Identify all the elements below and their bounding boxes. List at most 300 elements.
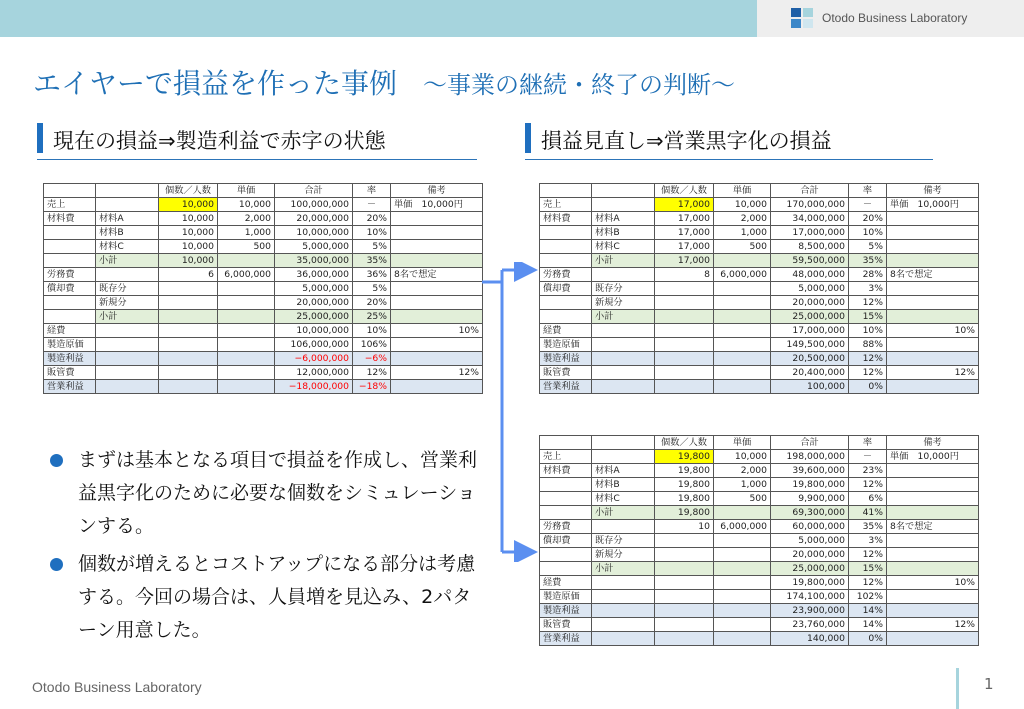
table-cell: 6,000,000: [714, 268, 771, 282]
table-cell: 35%: [353, 254, 391, 268]
pl-table-pattern-1: [539, 183, 979, 394]
table-cell: [655, 296, 714, 310]
header-cell: 備考: [887, 436, 979, 450]
table-row: [540, 338, 979, 352]
table-cell: 17,000: [655, 212, 714, 226]
table-cell: 10,000: [714, 198, 771, 212]
table-cell: 12%: [849, 366, 887, 380]
table-cell: 1,000: [218, 226, 275, 240]
table-cell: 1,000: [714, 226, 771, 240]
table-cell: 19,800: [655, 506, 714, 520]
table-cell: 2,000: [714, 464, 771, 478]
table-cell: [592, 618, 655, 632]
table-cell: [714, 618, 771, 632]
table-row: [44, 366, 483, 380]
table-cell: [714, 562, 771, 576]
table-cell: 6,000,000: [714, 520, 771, 534]
table-cell: －: [849, 198, 887, 212]
table-cell: [714, 506, 771, 520]
table-row: [44, 296, 483, 310]
table-cell: [96, 366, 159, 380]
table-cell: 19,800,000: [771, 478, 849, 492]
table-cell: [540, 548, 592, 562]
table-cell: [159, 380, 218, 394]
table-cell: [540, 310, 592, 324]
header-cell: 率: [849, 184, 887, 198]
table-cell: [218, 338, 275, 352]
table-row: [540, 380, 979, 394]
section-bar: [525, 123, 531, 153]
table-cell: 労務費: [44, 268, 96, 282]
table-cell: 売上: [44, 198, 96, 212]
table-cell: 20,000,000: [275, 212, 353, 226]
table-row: [44, 282, 483, 296]
table-cell: 12%: [849, 296, 887, 310]
table-cell: [391, 282, 483, 296]
table-cell: 12%: [849, 576, 887, 590]
table-cell: 5%: [353, 240, 391, 254]
table-cell: 19,800: [655, 464, 714, 478]
table-cell: [655, 618, 714, 632]
table-cell: [714, 604, 771, 618]
table-cell: [391, 240, 483, 254]
table-cell: [218, 296, 275, 310]
table-cell: 36,000,000: [275, 268, 353, 282]
table-cell: 単価 10,000円: [391, 198, 483, 212]
header-cell: [592, 436, 655, 450]
table-cell: 8名で想定: [887, 520, 979, 534]
bullet-dot-icon: [50, 454, 63, 467]
table-cell: [592, 604, 655, 618]
header-cell: 個数／人数: [159, 184, 218, 198]
table-cell: 20%: [849, 212, 887, 226]
table-cell: 10%: [391, 324, 483, 338]
table-cell: 営業利益: [540, 380, 592, 394]
table-row: [540, 632, 979, 646]
table-cell: 0%: [849, 632, 887, 646]
table-cell: [592, 324, 655, 338]
page-title: [33, 62, 735, 102]
table-cell: [592, 366, 655, 380]
table-cell: [655, 310, 714, 324]
table-cell: [592, 576, 655, 590]
table-row: [540, 562, 979, 576]
table-cell: [887, 240, 979, 254]
table-cell: 9,900,000: [771, 492, 849, 506]
table-cell: 28%: [849, 268, 887, 282]
table-cell: 14%: [849, 618, 887, 632]
table-cell: 19,800: [655, 478, 714, 492]
table-cell: 小計: [592, 310, 655, 324]
table-cell: 小計: [96, 310, 159, 324]
table-cell: 材料B: [592, 226, 655, 240]
table-cell: 5,000,000: [275, 282, 353, 296]
header-cell: 合計: [771, 436, 849, 450]
table-cell: 69,300,000: [771, 506, 849, 520]
table-cell: 新規分: [96, 296, 159, 310]
pl-table-current: [43, 183, 483, 394]
flow-arrow: [480, 262, 542, 562]
table-cell: 材料費: [540, 212, 592, 226]
table-row: [540, 604, 979, 618]
header-cell: 率: [353, 184, 391, 198]
table-cell: [218, 282, 275, 296]
table-cell: 19,800: [655, 450, 714, 464]
header-cell: 備考: [391, 184, 483, 198]
table-cell: －: [353, 198, 391, 212]
table-cell: 10,000: [159, 212, 218, 226]
table-header-row: [44, 184, 483, 198]
table-row: [44, 310, 483, 324]
header-cell: [96, 184, 159, 198]
table-row: [540, 450, 979, 464]
header-cell: [540, 184, 592, 198]
table-cell: [887, 478, 979, 492]
table-cell: 経費: [540, 324, 592, 338]
table-cell: 材料B: [96, 226, 159, 240]
table-cell: －: [849, 450, 887, 464]
table-cell: 2,000: [714, 212, 771, 226]
table-cell: 単価 10,000円: [887, 450, 979, 464]
header-brand: Otodo Business Laboratory: [822, 11, 968, 25]
table-cell: 5%: [353, 282, 391, 296]
header-cell: 単価: [714, 184, 771, 198]
table-cell: 100,000,000: [275, 198, 353, 212]
table-cell: 6%: [849, 492, 887, 506]
table-cell: 小計: [96, 254, 159, 268]
table-cell: 5,000,000: [771, 534, 849, 548]
table-cell: [44, 310, 96, 324]
table-cell: 小計: [592, 254, 655, 268]
table-cell: [540, 254, 592, 268]
table-cell: [218, 380, 275, 394]
table-cell: 10,000: [714, 450, 771, 464]
table-cell: 販管費: [540, 366, 592, 380]
table-cell: 単価 10,000円: [887, 198, 979, 212]
table-cell: [714, 254, 771, 268]
table-cell: 販管費: [44, 366, 96, 380]
table-cell: 23%: [849, 464, 887, 478]
table-cell: [655, 534, 714, 548]
footer-brand: Otodo Business Laboratory: [32, 679, 202, 695]
table-cell: 12%: [353, 366, 391, 380]
table-cell: [714, 548, 771, 562]
table-cell: 12%: [887, 618, 979, 632]
table-cell: 25,000,000: [771, 562, 849, 576]
table-cell: 償却費: [540, 282, 592, 296]
table-cell: 10,000: [159, 198, 218, 212]
table-cell: 製造利益: [540, 352, 592, 366]
table-cell: [391, 212, 483, 226]
table-row: [540, 590, 979, 604]
header-cell: 合計: [275, 184, 353, 198]
table-cell: 12%: [849, 478, 887, 492]
bullet-text: 個数が増えるとコストアップになる部分は考慮する。今回の場合は、人員増を見込み、2パターン用意した。: [78, 553, 476, 641]
table-cell: 17,000: [655, 198, 714, 212]
table-cell: [887, 296, 979, 310]
bullet-item: [44, 444, 484, 543]
table-cell: 19,800: [655, 492, 714, 506]
table-cell: 8: [655, 268, 714, 282]
table-cell: 10: [655, 520, 714, 534]
table-cell: 材料B: [592, 478, 655, 492]
bullet-text: まずは基本となる項目で損益を作成し、営業利益黒字化のために必要な個数をシミュレーションする。: [78, 449, 478, 537]
header-cell: 備考: [887, 184, 979, 198]
table-cell: 0%: [849, 380, 887, 394]
table-cell: 36%: [353, 268, 391, 282]
table-row: [540, 282, 979, 296]
table-cell: [391, 380, 483, 394]
table-cell: 12%: [849, 352, 887, 366]
table-cell: [714, 366, 771, 380]
table-cell: [655, 338, 714, 352]
table-cell: [391, 296, 483, 310]
table-cell: 3%: [849, 534, 887, 548]
table-cell: 材料費: [44, 212, 96, 226]
table-cell: [887, 254, 979, 268]
table-cell: 製造原価: [540, 338, 592, 352]
table-row: [44, 254, 483, 268]
table-cell: 20,500,000: [771, 352, 849, 366]
table-cell: 20,000,000: [771, 548, 849, 562]
table-cell: 1,000: [714, 478, 771, 492]
table-cell: [96, 380, 159, 394]
table-cell: [218, 310, 275, 324]
header-cell: [44, 184, 96, 198]
table-cell: 35%: [849, 520, 887, 534]
table-cell: 17,000: [655, 254, 714, 268]
table-cell: [655, 282, 714, 296]
table-header-row: [540, 184, 979, 198]
pl-table-pattern-2: [539, 435, 979, 646]
table-cell: [887, 604, 979, 618]
table-cell: 労務費: [540, 520, 592, 534]
table-row: [540, 212, 979, 226]
table-cell: 20,000,000: [275, 296, 353, 310]
table-row: [540, 618, 979, 632]
table-cell: [96, 324, 159, 338]
table-row: [540, 366, 979, 380]
table-row: [540, 254, 979, 268]
table-cell: 39,600,000: [771, 464, 849, 478]
page-number: 1: [984, 675, 994, 693]
table-cell: −18,000,000: [275, 380, 353, 394]
table-cell: 6,000,000: [218, 268, 275, 282]
table-cell: 198,000,000: [771, 450, 849, 464]
table-cell: 3%: [849, 282, 887, 296]
table-cell: [714, 324, 771, 338]
table-cell: [714, 590, 771, 604]
table-row: [44, 380, 483, 394]
table-cell: [96, 268, 159, 282]
table-cell: 6: [159, 268, 218, 282]
table-cell: [159, 282, 218, 296]
table-cell: 既存分: [592, 282, 655, 296]
table-cell: [887, 534, 979, 548]
top-banner: [0, 0, 757, 37]
bullet-dot-icon: [50, 558, 63, 571]
table-cell: 10,000,000: [275, 324, 353, 338]
table-cell: [391, 226, 483, 240]
table-cell: −6%: [353, 352, 391, 366]
table-row: [44, 338, 483, 352]
table-cell: [540, 240, 592, 254]
table-cell: [592, 338, 655, 352]
table-cell: 23,900,000: [771, 604, 849, 618]
table-cell: 材料A: [592, 212, 655, 226]
table-row: [540, 520, 979, 534]
table-cell: [540, 562, 592, 576]
table-cell: 20,000,000: [771, 296, 849, 310]
table-cell: 88%: [849, 338, 887, 352]
table-cell: [159, 296, 218, 310]
table-cell: [44, 254, 96, 268]
table-cell: 10%: [849, 324, 887, 338]
page-number-bar: [956, 668, 959, 709]
table-cell: [218, 254, 275, 268]
table-cell: [655, 632, 714, 646]
table-cell: 106,000,000: [275, 338, 353, 352]
table-cell: 14%: [849, 604, 887, 618]
table-cell: 10%: [887, 324, 979, 338]
table-cell: 17,000: [655, 240, 714, 254]
table-cell: 500: [714, 240, 771, 254]
table-cell: [218, 352, 275, 366]
table-cell: [96, 338, 159, 352]
table-cell: [391, 254, 483, 268]
table-cell: [540, 506, 592, 520]
table-cell: 15%: [849, 562, 887, 576]
table-cell: −6,000,000: [275, 352, 353, 366]
table-row: [44, 352, 483, 366]
table-row: [540, 268, 979, 282]
table-cell: 17,000: [655, 226, 714, 240]
table-row: [540, 296, 979, 310]
table-cell: [592, 198, 655, 212]
table-cell: 小計: [592, 506, 655, 520]
table-cell: 500: [218, 240, 275, 254]
table-cell: 23,760,000: [771, 618, 849, 632]
table-row: [540, 534, 979, 548]
table-cell: 償却費: [540, 534, 592, 548]
table-cell: 20%: [353, 296, 391, 310]
section-heading-revised: [525, 123, 933, 160]
table-cell: [655, 576, 714, 590]
table-cell: 10%: [353, 226, 391, 240]
table-cell: 新規分: [592, 548, 655, 562]
table-cell: [714, 632, 771, 646]
table-cell: [887, 492, 979, 506]
table-cell: 41%: [849, 506, 887, 520]
table-cell: 8名で想定: [391, 268, 483, 282]
table-cell: [540, 296, 592, 310]
header-cell: 個数／人数: [655, 436, 714, 450]
table-cell: 経費: [44, 324, 96, 338]
table-cell: 15%: [849, 310, 887, 324]
table-cell: [655, 380, 714, 394]
table-cell: 59,500,000: [771, 254, 849, 268]
table-cell: 25,000,000: [771, 310, 849, 324]
table-cell: [44, 296, 96, 310]
table-cell: 12%: [391, 366, 483, 380]
table-cell: 10,000: [159, 254, 218, 268]
table-cell: 小計: [592, 562, 655, 576]
table-cell: 材料A: [96, 212, 159, 226]
table-cell: 20,400,000: [771, 366, 849, 380]
table-cell: 10%: [849, 226, 887, 240]
table-cell: 5,000,000: [771, 282, 849, 296]
table-row: [44, 268, 483, 282]
table-cell: 25%: [353, 310, 391, 324]
table-cell: 材料C: [592, 492, 655, 506]
table-cell: 10%: [887, 576, 979, 590]
table-cell: [887, 562, 979, 576]
header-cell: [592, 184, 655, 198]
table-cell: [159, 352, 218, 366]
table-cell: 19,800,000: [771, 576, 849, 590]
table-cell: 25,000,000: [275, 310, 353, 324]
table-row: [540, 506, 979, 520]
table-cell: 労務費: [540, 268, 592, 282]
table-cell: 102%: [849, 590, 887, 604]
table-row: [540, 352, 979, 366]
table-cell: [887, 506, 979, 520]
table-cell: [714, 338, 771, 352]
section-heading-text: 損益見直し⇒営業黒字化の損益: [541, 129, 832, 153]
table-row: [44, 240, 483, 254]
table-cell: 売上: [540, 450, 592, 464]
table-cell: 償却費: [44, 282, 96, 296]
table-cell: 35,000,000: [275, 254, 353, 268]
table-cell: 既存分: [592, 534, 655, 548]
table-cell: 製造原価: [540, 590, 592, 604]
table-cell: 製造利益: [540, 604, 592, 618]
table-cell: [540, 226, 592, 240]
header-cell: 合計: [771, 184, 849, 198]
table-cell: [655, 604, 714, 618]
bullet-item: [44, 548, 484, 647]
table-cell: [96, 198, 159, 212]
table-row: [540, 576, 979, 590]
table-cell: 12,000,000: [275, 366, 353, 380]
table-cell: 10,000: [159, 226, 218, 240]
table-cell: [592, 590, 655, 604]
table-cell: [391, 310, 483, 324]
header-cell: [540, 436, 592, 450]
table-row: [540, 492, 979, 506]
table-cell: 営業利益: [44, 380, 96, 394]
table-cell: 140,000: [771, 632, 849, 646]
table-cell: 5,000,000: [275, 240, 353, 254]
table-row: [540, 478, 979, 492]
brand-logo-icon: [791, 8, 813, 28]
table-cell: [655, 548, 714, 562]
header-cell: 単価: [218, 184, 275, 198]
table-cell: [887, 352, 979, 366]
table-cell: [592, 520, 655, 534]
table-row: [540, 240, 979, 254]
table-cell: 10%: [353, 324, 391, 338]
table-cell: [655, 590, 714, 604]
table-cell: [44, 240, 96, 254]
table-cell: 8名で想定: [887, 268, 979, 282]
table-cell: [159, 366, 218, 380]
table-row: [44, 212, 483, 226]
table-header-row: [540, 436, 979, 450]
table-cell: [887, 380, 979, 394]
table-cell: [218, 324, 275, 338]
table-cell: [592, 352, 655, 366]
